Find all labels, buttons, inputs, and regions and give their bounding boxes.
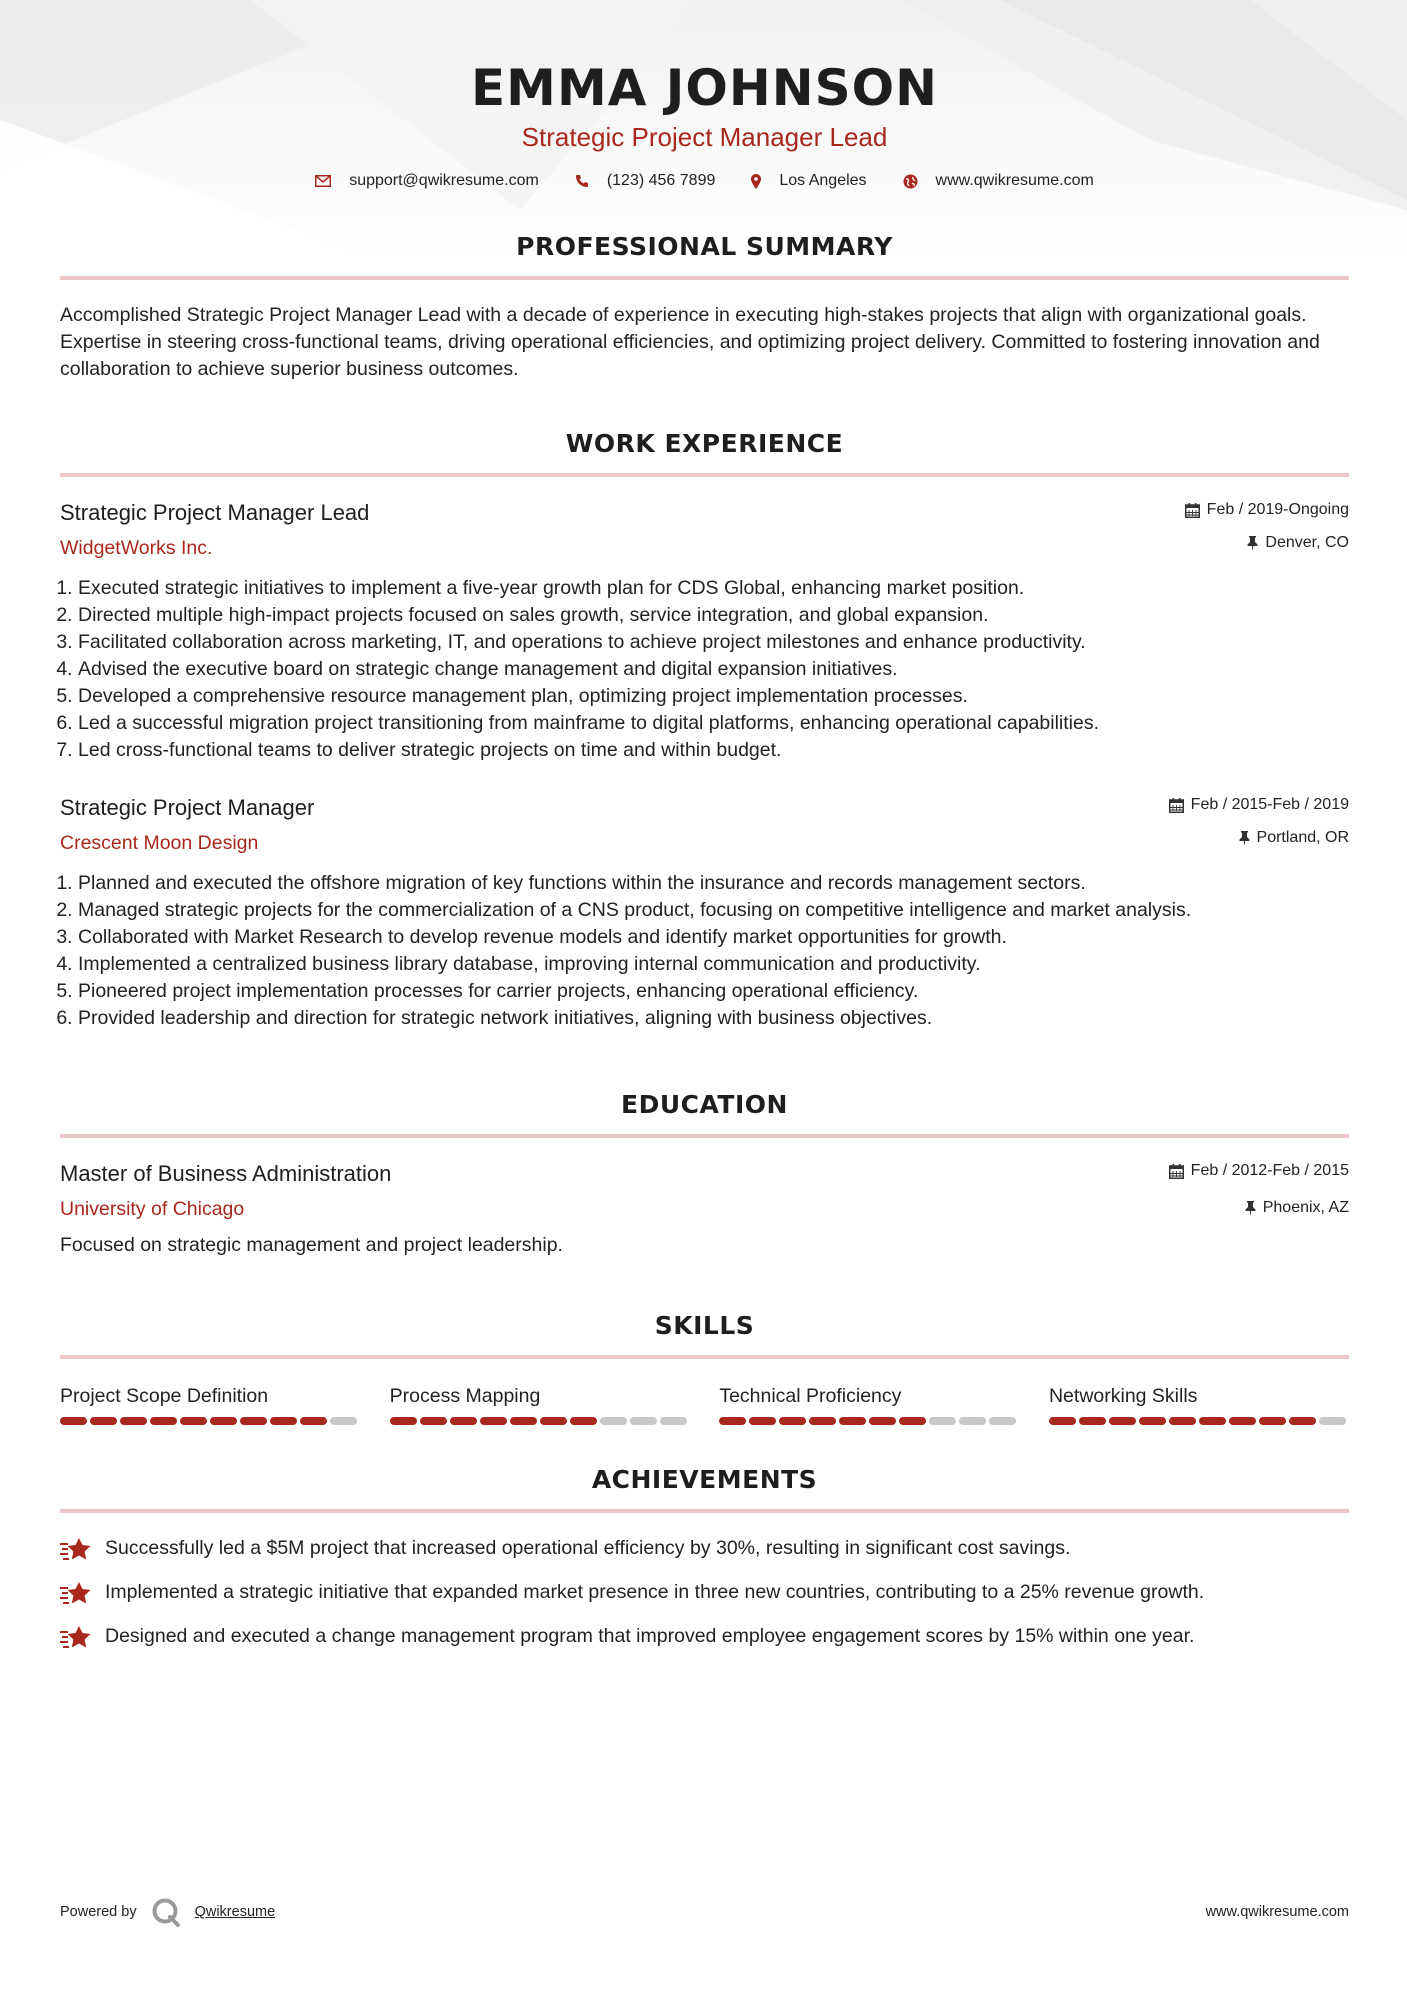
powered-by-label: Powered by bbox=[60, 1904, 137, 1920]
skill-segment-empty bbox=[1319, 1417, 1346, 1425]
achievement-text: Successfully led a $5M project that increased operational efficiency by 30%, resulting in significant cost savings. bbox=[105, 1537, 1071, 1559]
calendar-icon bbox=[1169, 798, 1184, 813]
skill-segment-empty bbox=[929, 1417, 956, 1425]
list-item: 4. Implemented a centralized business library database, improving internal communication and productivity. bbox=[78, 951, 1349, 978]
skill-segment-filled bbox=[150, 1417, 177, 1425]
skill-segment-filled bbox=[1139, 1417, 1166, 1425]
skill-segment-filled bbox=[1109, 1417, 1136, 1425]
section-divider bbox=[60, 473, 1349, 477]
skill-segment-filled bbox=[1289, 1417, 1316, 1425]
achievement-item bbox=[60, 1579, 1349, 1606]
skill-segment-filled bbox=[120, 1417, 147, 1425]
contact-phone[interactable] bbox=[575, 172, 716, 190]
skill-segment-filled bbox=[779, 1417, 806, 1425]
skill-segment-filled bbox=[570, 1417, 597, 1425]
section-divider bbox=[60, 1134, 1349, 1138]
job-location: Portland, OR bbox=[1169, 827, 1349, 849]
skill-segment-filled bbox=[180, 1417, 207, 1425]
skill-level-bar bbox=[719, 1417, 1019, 1425]
skill-segment-filled bbox=[90, 1417, 117, 1425]
skill-segment-filled bbox=[1049, 1417, 1076, 1425]
achievement-text: Designed and executed a change management program that improved employee engagement scores by 15% within one year. bbox=[105, 1625, 1195, 1647]
skill-segment-filled bbox=[300, 1417, 327, 1425]
experience-section bbox=[60, 429, 1349, 1032]
skill-segment-filled bbox=[60, 1417, 87, 1425]
calendar-icon bbox=[1169, 1164, 1184, 1179]
achievement-text: Implemented a strategic initiative that expanded market presence in three new countries, contributing to a 25% revenue growth. bbox=[105, 1581, 1205, 1603]
education-description: Focused on strategic management and project leadership. bbox=[60, 1234, 563, 1256]
skill-segment-filled bbox=[749, 1417, 776, 1425]
skill-level-bar bbox=[390, 1417, 690, 1425]
skill-name: Process Mapping bbox=[389, 1385, 541, 1407]
section-divider bbox=[60, 1355, 1349, 1359]
degree-title: Master of Business Administration bbox=[60, 1161, 392, 1186]
skill-item bbox=[719, 1383, 1019, 1425]
job-duties-list bbox=[60, 575, 1349, 764]
skills-section bbox=[60, 1311, 1349, 1425]
skill-level-bar bbox=[1049, 1417, 1349, 1425]
skill-level-bar bbox=[60, 1417, 360, 1425]
pushpin-icon bbox=[1247, 536, 1258, 551]
globe-icon bbox=[903, 174, 918, 189]
contact-bar bbox=[60, 172, 1349, 190]
education-section bbox=[60, 1090, 1349, 1259]
skills-grid bbox=[60, 1383, 1349, 1425]
experience-heading: WORK EXPERIENCE bbox=[565, 429, 844, 458]
star-icon bbox=[60, 1624, 93, 1650]
skill-segment-filled bbox=[899, 1417, 926, 1425]
job-dates: Feb / 2015-Feb / 2019 bbox=[1169, 794, 1349, 816]
phone-icon bbox=[575, 174, 589, 188]
pushpin-icon bbox=[1245, 1201, 1256, 1216]
summary-section bbox=[60, 232, 1349, 383]
job-title: Strategic Project Manager bbox=[60, 795, 315, 820]
job-duties-list bbox=[60, 870, 1349, 1032]
skill-segment-filled bbox=[1259, 1417, 1286, 1425]
list-item: 6. Led a successful migration project transitioning from mainframe to digital platforms, enhancing operational capabilities. bbox=[78, 710, 1349, 737]
list-item: 4. Advised the executive board on strategic change management and digital expansion initiatives. bbox=[78, 656, 1349, 683]
job-company: Crescent Moon Design bbox=[60, 832, 259, 854]
achievements-section bbox=[60, 1465, 1349, 1650]
skill-segment-filled bbox=[210, 1417, 237, 1425]
skill-segment-empty bbox=[630, 1417, 657, 1425]
star-icon bbox=[60, 1536, 93, 1562]
skill-segment-filled bbox=[839, 1417, 866, 1425]
school-name: University of Chicago bbox=[60, 1198, 245, 1220]
skill-segment-empty bbox=[330, 1417, 357, 1425]
education-entry bbox=[60, 1160, 1349, 1259]
envelope-icon bbox=[315, 175, 331, 187]
candidate-role: Strategic Project Manager Lead bbox=[521, 122, 888, 152]
section-divider bbox=[60, 276, 1349, 280]
skills-heading: SKILLS bbox=[654, 1311, 755, 1340]
education-location: Phoenix, AZ bbox=[1169, 1197, 1349, 1219]
footer-website[interactable]: www.qwikresume.com bbox=[1205, 1904, 1349, 1920]
skill-segment-empty bbox=[989, 1417, 1016, 1425]
resume-header bbox=[60, 0, 1349, 190]
calendar-icon bbox=[1185, 503, 1200, 518]
contact-email[interactable] bbox=[315, 172, 539, 190]
achievement-item bbox=[60, 1623, 1349, 1650]
skill-segment-filled bbox=[869, 1417, 896, 1425]
list-item: 5. Pioneered project implementation processes for carrier projects, enhancing operational efficiency. bbox=[78, 978, 1349, 1005]
contact-location bbox=[751, 172, 866, 190]
skill-segment-empty bbox=[660, 1417, 687, 1425]
summary-text: Accomplished Strategic Project Manager Lead with a decade of experience in executing high-stakes projects that align with organizational goals. Expertise in steering cross-functional teams, driving operational efficiencies, and optimizing project delivery. Committed to fostering innovation and collaboration to achieve superior business outcomes. bbox=[60, 304, 1320, 380]
contact-email-text: support@qwikresume.com bbox=[349, 172, 539, 189]
list-item: 1. Executed strategic initiatives to implement a five-year growth plan for CDS Global, enhancing market position. bbox=[78, 575, 1349, 602]
list-item: 3. Facilitated collaboration across marketing, IT, and operations to achieve project milestones and enhance productivity. bbox=[78, 629, 1349, 656]
list-item: 1. Planned and executed the offshore migration of key functions within the insurance and records management sectors. bbox=[78, 870, 1349, 897]
achievement-item bbox=[60, 1535, 1349, 1562]
page-footer bbox=[60, 1897, 1349, 1927]
skill-name: Networking Skills bbox=[1048, 1385, 1198, 1407]
map-pin-icon bbox=[751, 174, 761, 189]
job-title: Strategic Project Manager Lead bbox=[60, 500, 370, 525]
list-item: 2. Managed strategic projects for the commercialization of a CNS product, focusing on competitive intelligence and market analysis. bbox=[78, 897, 1349, 924]
section-divider bbox=[60, 1509, 1349, 1513]
skill-segment-filled bbox=[809, 1417, 836, 1425]
skill-name: Project Scope Definition bbox=[60, 1385, 269, 1407]
list-item: 3. Collaborated with Market Research to develop revenue models and identify market opportunities for growth. bbox=[78, 924, 1349, 951]
skill-segment-filled bbox=[510, 1417, 537, 1425]
qwikresume-link[interactable]: Qwikresume bbox=[194, 1904, 276, 1920]
skill-segment-filled bbox=[540, 1417, 567, 1425]
candidate-name: EMMA JOHNSON bbox=[471, 59, 938, 117]
skill-item bbox=[1049, 1383, 1349, 1425]
contact-website-text: www.qwikresume.com bbox=[935, 172, 1094, 189]
skill-segment-filled bbox=[390, 1417, 417, 1425]
skill-segment-filled bbox=[450, 1417, 477, 1425]
skill-segment-empty bbox=[959, 1417, 986, 1425]
skill-segment-filled bbox=[240, 1417, 267, 1425]
contact-website[interactable] bbox=[903, 172, 1094, 190]
job-entry bbox=[60, 499, 1349, 764]
pushpin-icon bbox=[1239, 831, 1250, 846]
qwikresume-logo-icon bbox=[151, 1897, 181, 1927]
list-item: 7. Led cross-functional teams to deliver strategic projects on time and within budget. bbox=[78, 737, 1349, 764]
summary-heading: PROFESSIONAL SUMMARY bbox=[516, 232, 893, 261]
job-location: Denver, CO bbox=[1185, 532, 1349, 554]
job-dates: Feb / 2019-Ongoing bbox=[1185, 499, 1349, 521]
contact-phone-text: (123) 456 7899 bbox=[606, 172, 716, 189]
skill-segment-filled bbox=[1229, 1417, 1256, 1425]
skill-segment-empty bbox=[600, 1417, 627, 1425]
education-dates: Feb / 2012-Feb / 2015 bbox=[1169, 1160, 1349, 1182]
job-company: WidgetWorks Inc. bbox=[60, 537, 213, 559]
powered-by bbox=[60, 1897, 275, 1927]
job-entry bbox=[60, 794, 1349, 1032]
skill-segment-filled bbox=[270, 1417, 297, 1425]
list-item: 6. Provided leadership and direction for strategic network initiatives, aligning with business objectives. bbox=[78, 1005, 1349, 1032]
education-heading: EDUCATION bbox=[621, 1090, 788, 1119]
list-item: 2. Directed multiple high-impact projects focused on sales growth, service integration, and global expansion. bbox=[78, 602, 1349, 629]
contact-location-text: Los Angeles bbox=[779, 172, 867, 189]
skill-segment-filled bbox=[1079, 1417, 1106, 1425]
skill-segment-filled bbox=[480, 1417, 507, 1425]
skill-segment-filled bbox=[1169, 1417, 1196, 1425]
list-item: 5. Developed a comprehensive resource management plan, optimizing project implementation processes. bbox=[78, 683, 1349, 710]
skill-name: Technical Proficiency bbox=[719, 1385, 902, 1407]
skill-item bbox=[390, 1383, 690, 1425]
skill-item bbox=[60, 1383, 360, 1425]
skill-segment-filled bbox=[420, 1417, 447, 1425]
skill-segment-filled bbox=[1199, 1417, 1226, 1425]
skill-segment-filled bbox=[719, 1417, 746, 1425]
achievements-heading: ACHIEVEMENTS bbox=[591, 1465, 818, 1494]
star-icon bbox=[60, 1580, 93, 1606]
